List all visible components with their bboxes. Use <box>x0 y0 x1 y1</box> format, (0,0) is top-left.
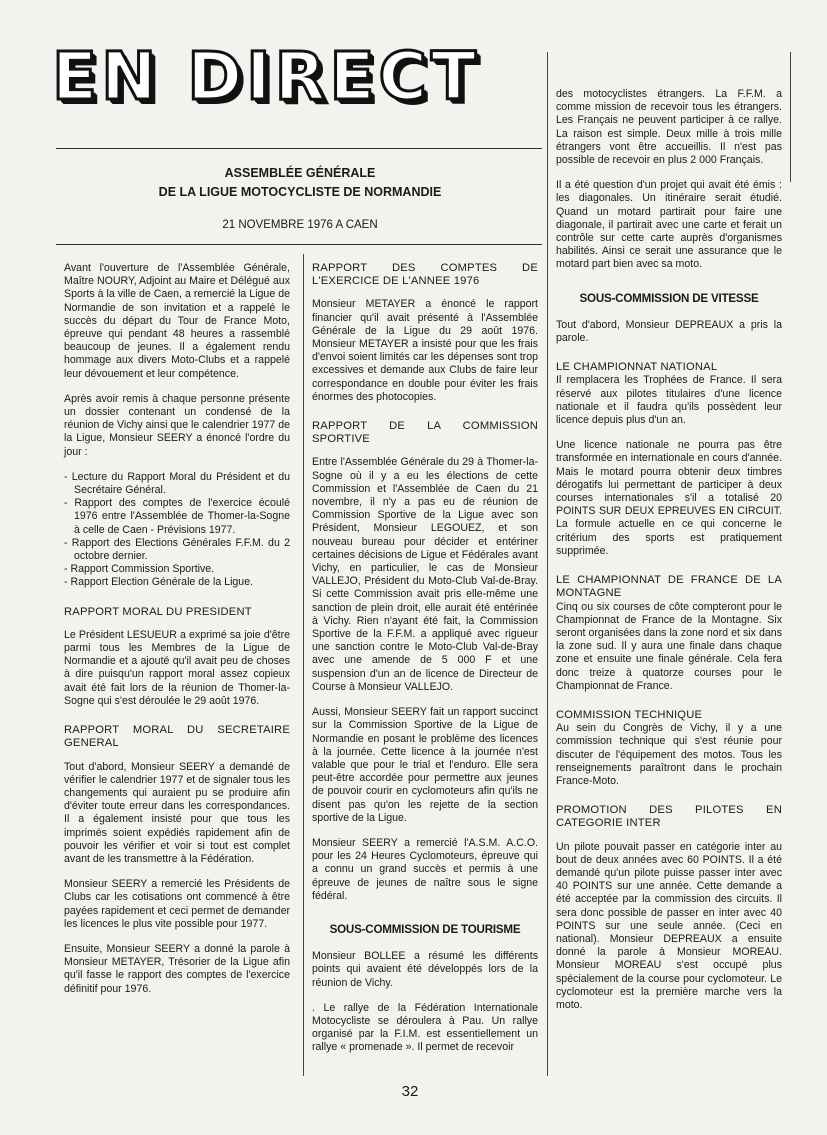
article-title-line2: DE LA LIGUE MOTOCYCLISTE DE NORMANDIE <box>158 185 442 199</box>
list-item: - Rapport Commission Sportive. <box>64 563 215 576</box>
list-item: - Lecture du Rapport Moral du Président et du Secrétaire Général. <box>64 470 290 497</box>
masthead-title: EN DIRECT <box>52 38 481 115</box>
page-number: 32 <box>401 1083 419 1100</box>
paragraph: Monsieur METAYER a énoncé le rapport financier qu'il avait présenté à l'Assemblée Générale de la Ligue du 29 août 1976. Monsieur METAYER a insisté pour que les frais d'envoi soient limités car les dépenses sont trop excessives et demande aux Clubs de faire leur correspondance en double pour éviter les frais énormes des photocopies. <box>312 298 538 403</box>
column-1 <box>64 262 290 1008</box>
section-heading: SOUS-COMMISSION DE TOURISME <box>329 922 521 936</box>
paragraph: Avant l'ouverture de l'Assemblée Générale, Maître NOURY, Adjoint au Maire et Délégué aux Sports à la ville de Caen, a remercié la Ligue de Normandie de son invitation et a rappelé le succès du départ du Tour de France Moto, épreuve qui pendant 48 heures a rassemblé beaucoup de jeunes. Il a également rendu hommage aux divers Moto-Clubs et a rappelé leur dévouement et leur compétence. <box>64 262 290 380</box>
agenda-list <box>64 471 290 590</box>
paragraph: Le Président LESUEUR a exprimé sa joie d'être parmi tous les Membres de la Ligue de Normandie et a ajouté qu'il avait peu de choses à dire puisqu'un rapport moral assez copieux avait été fait lors de la réunion de Thomer-la-Sogne qui s'est déroulée le 29 août 1976. <box>64 628 290 707</box>
section-heading: RAPPORT MORAL DU SECRETAIRE GENERAL <box>64 724 290 750</box>
header-rule-bottom <box>56 244 542 245</box>
list-item: - Rapport Election Générale de la Ligue. <box>64 576 254 589</box>
section-heading: COMMISSION TECHNIQUE <box>556 708 703 721</box>
paragraph: Monsieur BOLLEE a résumé les différents points qui avaient été développés lors de la réunion de Vichy. <box>312 950 538 989</box>
section-heading: RAPPORT MORAL DU PRESIDENT <box>64 605 252 618</box>
column-2 <box>312 262 538 1067</box>
article-date: 21 NOVEMBRE 1976 A CAEN <box>222 219 378 231</box>
paragraph: Entre l'Assemblée Générale du 29 à Thomer-la-Sogne où il y a eu les élections de cette Commission et l'Assemblée de Caen du 21 novembre, il n'y a pas eu de réunion de Commission Sportive de la Ligue avec son Président, Monsieur LEGOUEZ, et son nouveau bureau pour décider et entériner certaines décisions de Ligue et Fédérales avant Vichy, en particulier, le cas de Monsieur VALLEJO, Président du Moto-Club Val-de-Bray. Si cette Commission avait pris elle-même une sanction de plein droit, elle aurait été entérinée à Vichy. Rien n'ayant été fait, la Commission Sportive de la F.F.M. a appliqué avec rigueur une sanction contre le Moto-Club Val-de-Bray avec une amende de 5 000 F et une suspension d'un an de licence de Directeur de Course à Monsieur VALLEJO. <box>312 456 538 693</box>
column-divider-right <box>547 52 548 1076</box>
paragraph: Monsieur SEERY a remercié les Présidents de Clubs car les cotisations ont commencé à être payées rapidement et ceci permet de demander les licences le plus vite possible pour 1977. <box>64 878 290 930</box>
section-heading: LE CHAMPIONNAT DE FRANCE DE LA MONTAGNE <box>556 574 782 600</box>
section-heading: LE CHAMPIONNAT NATIONAL <box>556 361 718 374</box>
list-item: - Rapport des Elections Générales F.F.M. du 2 octobre dernier. <box>64 536 290 563</box>
paragraph: . Le rallye de la Fédération Internationale Motocycliste se déroulera à Pau. Un rallye organisé par la F.I.M. est essentiellement un rallye « promenade ». Il permet de recevoir <box>312 1001 538 1054</box>
section-heading: RAPPORT DES COMPTES DE L'EXERCICE DE L'ANNEE 1976 <box>312 262 538 288</box>
paragraph: Monsieur SEERY a remercié l'A.S.M. A.C.O. pour les 24 Heures Cyclomoteurs, épreuve qui a connu un grand succès et permis à une épreuve de jeunes de naître sous le signe fédéral. <box>312 836 538 902</box>
paragraph: Cinq ou six courses de côte compteront pour le Championnat de France de la Montagne. Six seront organisées dans la zone nord et six dans la zone sud. Il y aura une finale dans chaque zone et ensuite une finale générale. Cela fera donc treize à quatorze courses pour le Championnat de France. <box>556 600 782 692</box>
article-title-line1: ASSEMBLÉE GÉNÉRALE <box>224 166 376 180</box>
section-heading: RAPPORT DE LA COMMISSION SPORTIVE <box>312 420 538 446</box>
paragraph: des motocyclistes étrangers. La F.F.M. a comme mission de recevoir tous les étrangers. Les Français ne peuvent participer à ce rallye. La raison est simple. Deux mille à trois mille étrangers vont être accueillis. Il n'est pas possible de recevoir en plus 2 000 Français. <box>556 88 782 167</box>
paragraph: Tout d'abord, Monsieur SEERY a demandé de vérifier le calendrier 1977 et de signaler tous les changements qui auraient pu se produire afin d'éviter toute erreur dans les correspondances. Il a également insisté pour que tous les imprimés soient expédiés rapidement afin de pouvoir les vérifier et voir si tout est complet avant de les transmettre à la Fédération. <box>64 760 290 865</box>
section-heading: SOUS-COMMISSION DE VITESSE <box>579 291 759 305</box>
paragraph: Une licence nationale ne pourra pas être transformée en internationale en cours d'année. Mais le motard pourra obtenir deux timbres dérogatifs lui permettant de participer à deux courses internationales s'il a totalisé 20 POINTS SUR DEUX EPREUVES EN CIRCUIT. La formule actuelle en ce qui concerne le critérium des sports est pratiquement supprimée. <box>556 439 782 557</box>
list-item: - Rapport des comptes de l'exercice écoulé 1976 entre l'Assemblée de Thomer-la-Sogne à celle de Caen - Prévisions 1977. <box>64 497 290 536</box>
column-edge-rule <box>790 52 791 182</box>
paragraph: Aussi, Monsieur SEERY fait un rapport succinct sur la Commission Sportive de la Ligue de Normandie en posant le problème des licences à la journée. Cette licence à la journée n'est valable que pour le trial et l'enduro. Elle sera peut-être accordée pour permettre aux jeunes de pouvoir courir en cyclomoteurs afin qu'ils ne disent pas qu'on les rejette de la section sportive de la Ligue. <box>312 706 538 824</box>
section-heading: PROMOTION DES PILOTES EN CATEGORIE INTER <box>556 804 782 830</box>
paragraph: Après avoir remis à chaque personne présente un dossier contenant un condensé de la réunion de Vichy ainsi que le calendrier 1977 de la Ligue, Monsieur SEERY a énoncé l'ordre du jour : <box>64 392 290 458</box>
paragraph: Il remplacera les Trophées de France. Il sera réservé aux pilotes titulaires d'une licence nationale et il faudra qu'ils possèdent leur licence depuis plus d'un an. <box>556 374 782 427</box>
paragraph: Tout d'abord, Monsieur DEPREAUX a pris la parole. <box>556 318 782 345</box>
header-rule-top <box>56 148 542 149</box>
column-divider-left <box>303 254 304 1076</box>
paragraph: Au sein du Congrès de Vichy, il y a une commission technique qui s'est réunie pour discuter de l'équipement des motos. Tous les renseignements paraîtront dans le prochain France-Moto. <box>556 722 782 787</box>
paragraph: Ensuite, Monsieur SEERY a donné la parole à Monsieur METAYER, Trésorier de la Ligue afin qu'il fasse le rapport des comptes de l'exercice définitif pour 1976. <box>64 942 290 995</box>
paragraph: Il a été question d'un projet qui avait été émis : les diagonales. Un itinéraire serait étudié. Quand un motard partirait pour faire une diagonale, il partirait avec une carte et ferait un contrôle sur cette carte auprès d'organismes habilités. Ainsi ce serait une assurance que le motard part bien avec sa moto. <box>556 179 782 271</box>
paragraph: Un pilote pouvait passer en catégorie inter au bout de deux années avec 60 POINTS. Il a été demandé qu'un pilote puisse passer inter avec 40 POINTS sur une année. Cette demande a été acceptée par la commission des circuits. Il sera donc possible de passer en inter avec 40 POINTS sur une seule année. (Ceci en national). Monsieur DEPREAUX a ensuite donné la parole à Monsieur MOREAU. Monsieur MOREAU s'est occupé plus spécialement de la course pour cyclomoteur. Le cyclomoteur est la première marche vers la moto. <box>556 840 782 1011</box>
column-3 <box>556 88 782 1024</box>
